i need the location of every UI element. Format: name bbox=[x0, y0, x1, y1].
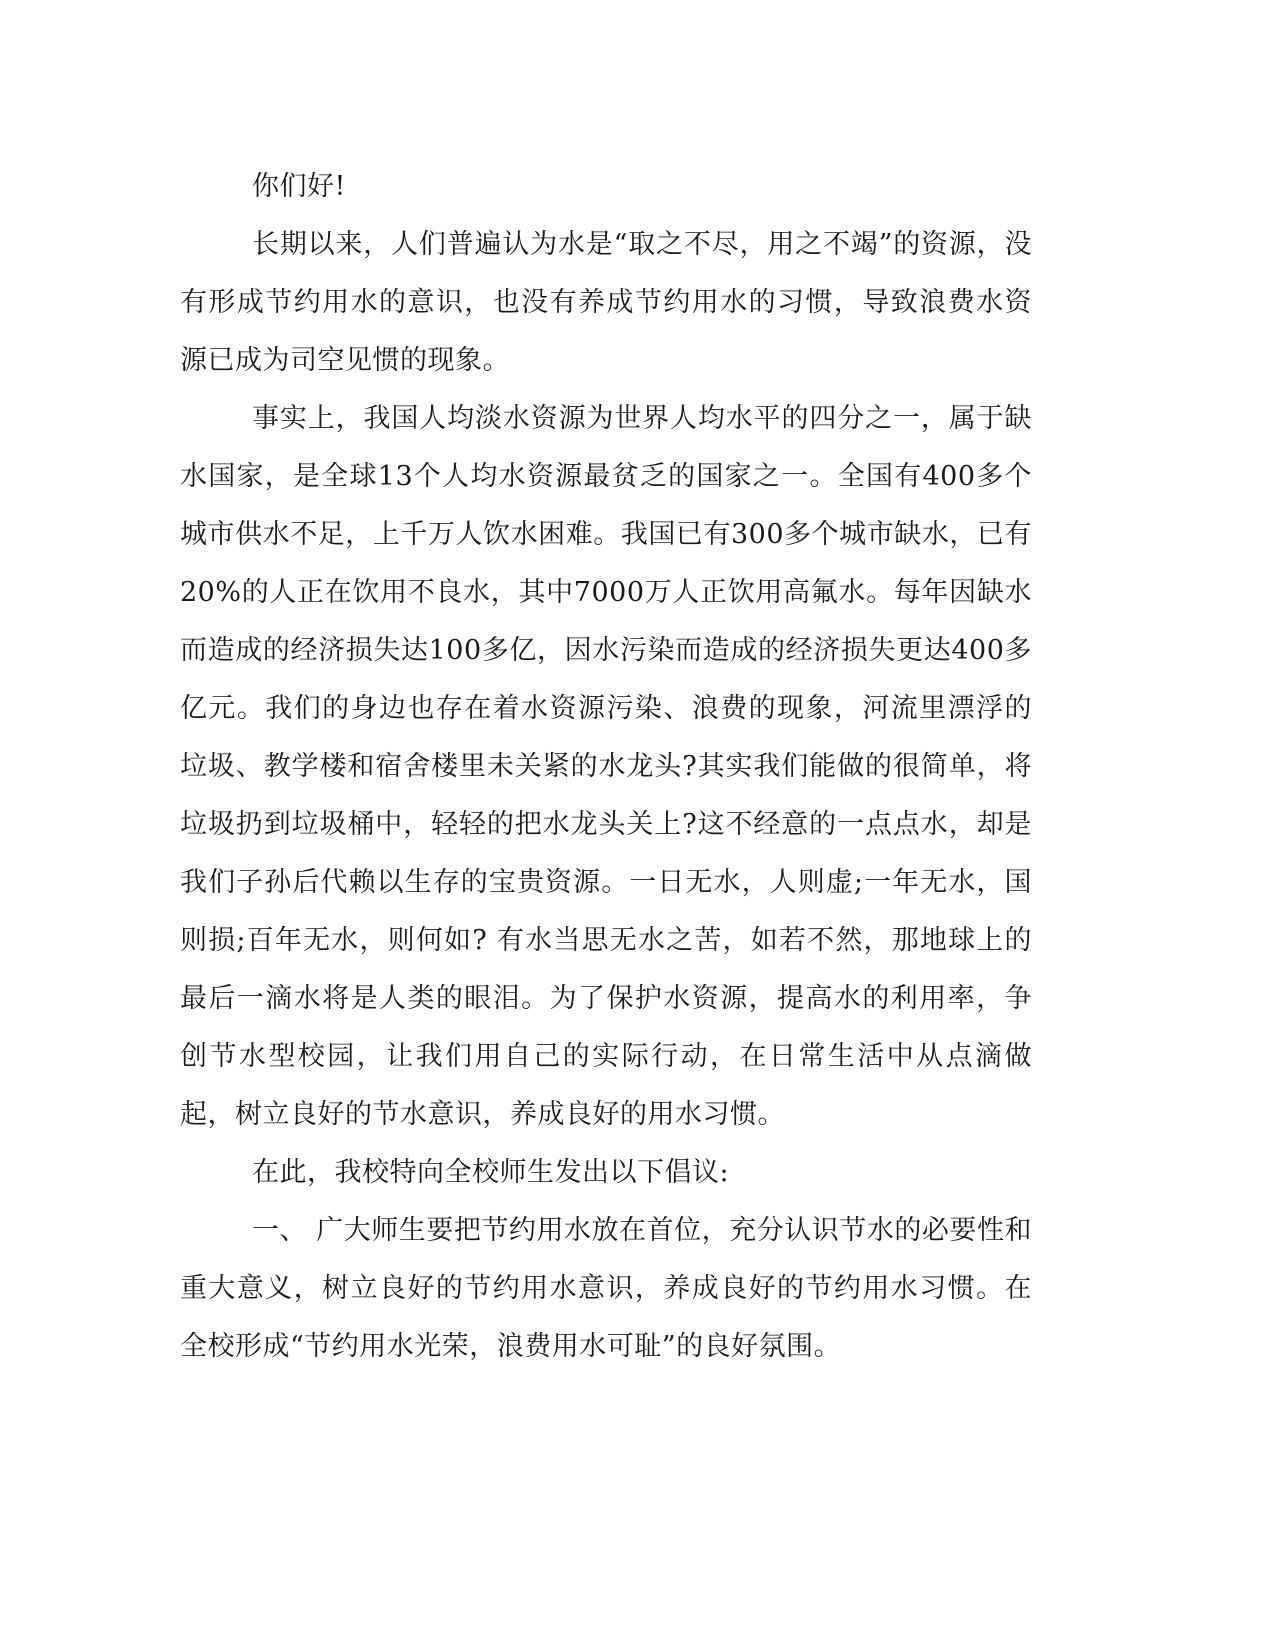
paragraph-proposal-item-1: 一、 广大师生要把节约用水放在首位，充分认识节水的必要性和重大意义，树立良好的节约用水意识，养成良好的节约用水习惯。在全校形成“节约用水光荣，浪费用水可耻”的良好氛围。 bbox=[180, 1215, 1032, 1362]
paragraph-proposal-intro: 在此，我校特向全校师生发出以下倡议: bbox=[252, 1157, 730, 1188]
paragraph-water-misconception: 长期以来，人们普遍认为水是“取之不尽，用之不竭”的资源，没有形成节约用水的意识，也没有养成节约用水的习惯，导致浪费水资源已成为司空见惯的现象。 bbox=[180, 229, 1032, 376]
paragraph-water-shortage-facts: 事实上，我国人均淡水资源为世界人均水平的四分之一，属于缺水国家，是全球13个人均水资源最贫乏的国家之一。全国有400多个城市供水不足，上千万人饮水困难。我国已有300多个城市缺水，已有20%的人正在饮用不良水，其中7000万人正饮用高氟水。每年因缺水而造成的经济损失达100多亿，因水污染而造成的经济损失更达400多亿元。我们的身边也存在着水资源污染、浪费的现象，河流里漂浮的垃圾、教学楼和宿舍楼里未关紧的水龙头?其实我们能做的很简单，将垃圾扔到垃圾桶中，轻轻的把水龙头关上?这不经意的一点点水，却是我们子孙后代赖以生存的宝贵资源。一日无水，人则虚;一年无水，国则损;百年无水，则何如? 有水当思无水之苦，如若不然，那地球上的最后一滴水将是人类的眼泪。为了保护水资源，提高水的利用率，争创节水型校园，让我们用自己的实际行动，在日常生活中从点滴做起，树立良好的节水意识，养成良好的用水习惯。 bbox=[180, 403, 1032, 1130]
greeting: 你们好! bbox=[252, 171, 346, 202]
document-page bbox=[180, 158, 1032, 1376]
